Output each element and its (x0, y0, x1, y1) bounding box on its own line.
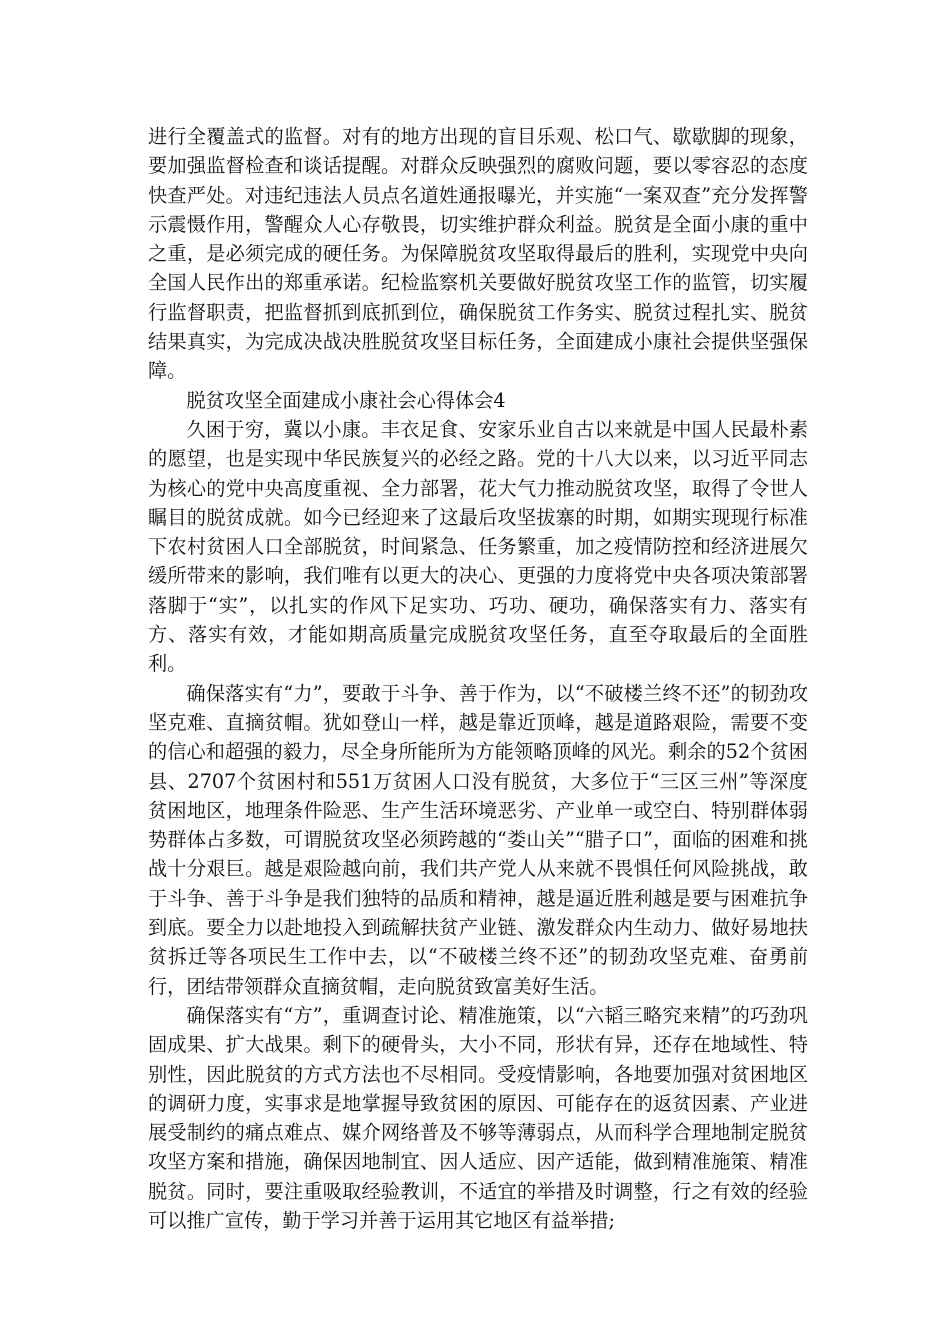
paragraph-intro: 久困于穷，冀以小康。丰衣足食、安家乐业自古以来就是中国人民最朴素的愿望，也是实现中华民族复兴的必经之路。党的十八大以来，以习近平同志为核心的党中央高度重视、全力部署，花大气力推动脱贫攻坚，取得了令世人瞩目的脱贫成就。如今已经迎来了这最后攻坚拔寨的时期，如期实现现行标准下农村贫困人口全部脱贫，时间紧急、任务繁重，加之疫情防控和经济进展欠缓所带来的影响，我们唯有以更大的决心、更强的力度将党中央各项决策部署落脚于“实”，以扎实的作风下足实功、巧功、硬功，确保落实有力、落实有方、落实有效，才能如期高质量完成脱贫攻坚任务，直至夺取最后的全面胜利。 (148, 417, 808, 676)
document-body (148, 122, 808, 1235)
paragraph-strength: 确保落实有“力”，要敢于斗争、善于作为，以“不破楼兰终不还”的韧劲攻坚克难、直摘贫帽。犹如登山一样，越是靠近顶峰，越是道路艰险，需要不变的信心和超强的毅力，尽全身所能所为方能领略顶峰的风光。剩余的52个贫困县、2707个贫困村和551万贫困人口没有脱贫，大多位于“三区三州”等深度贫困地区，地理条件险恶、生产生活环境恶劣、产业单一或空白、特别群体弱势群体占多数，可谓脱贫攻坚必须跨越的“娄山关”“腊子口”，面临的困难和挑战十分艰巨。越是艰险越向前，我们共产党人从来就不畏惧任何风险挑战，敢于斗争、善于斗争是我们独特的品质和精神，越是逼近胜利越是要与困难抗争到底。要全力以赴地投入到疏解扶贫产业链、激发群众内生动力、做好易地扶贫拆迁等各项民生工作中去，以“不破楼兰终不还”的韧劲攻坚克难、奋勇前行，团结带领群众直摘贫帽，走向脱贫致富美好生活。 (148, 681, 808, 998)
paragraph-continued: 进行全覆盖式的监督。对有的地方出现的盲目乐观、松口气、歇歇脚的现象，要加强监督检查和谈话提醒。对群众反映强烈的腐败问题，要以零容忍的态度快查严处。对违纪违法人员点名道姓通报曝光，并实施“一案双查”充分发挥警示震慑作用，警醒众人心存敬畏，切实维护群众利益。脱贫是全面小康的重中之重，是必须完成的硬任务。为保障脱贫攻坚取得最后的胜利，实现党中央向全国人民作出的郑重承诺。纪检监察机关要做好脱贫攻坚工作的监管，切实履行监督职责，把监督抓到底抓到位，确保脱贫工作务实、脱贫过程扎实、脱贫结果真实，为完成决战决胜脱贫攻坚目标任务，全面建成小康社会提供坚强保障。 (148, 125, 808, 383)
paragraph-method: 确保落实有“方”，重调查讨论、精准施策，以“六韬三略究来精”的巧劲巩固成果、扩大战果。剩下的硬骨头，大小不同，形状有异，还存在地域性、特别性，因此脱贫的方式方法也不尽相同。受疫情影响，各地要加强对贫困地区的调研力度，实事求是地掌握导致贫困的原因、可能存在的返贫因素、产业进展受制约的痛点难点、媒介网络普及不够等薄弱点，从而科学合理地制定脱贫攻坚方案和措施，确保因地制宜、因人适应、因产适能，做到精准施策、精准脱贫。同时，要注重吸取经验教训，不适宜的举措及时调整，行之有效的经验可以推广宣传，勤于学习并善于运用其它地区有益举措; (148, 1003, 808, 1232)
section-heading: 脱贫攻坚全面建成小康社会心得体会4 (186, 388, 506, 412)
